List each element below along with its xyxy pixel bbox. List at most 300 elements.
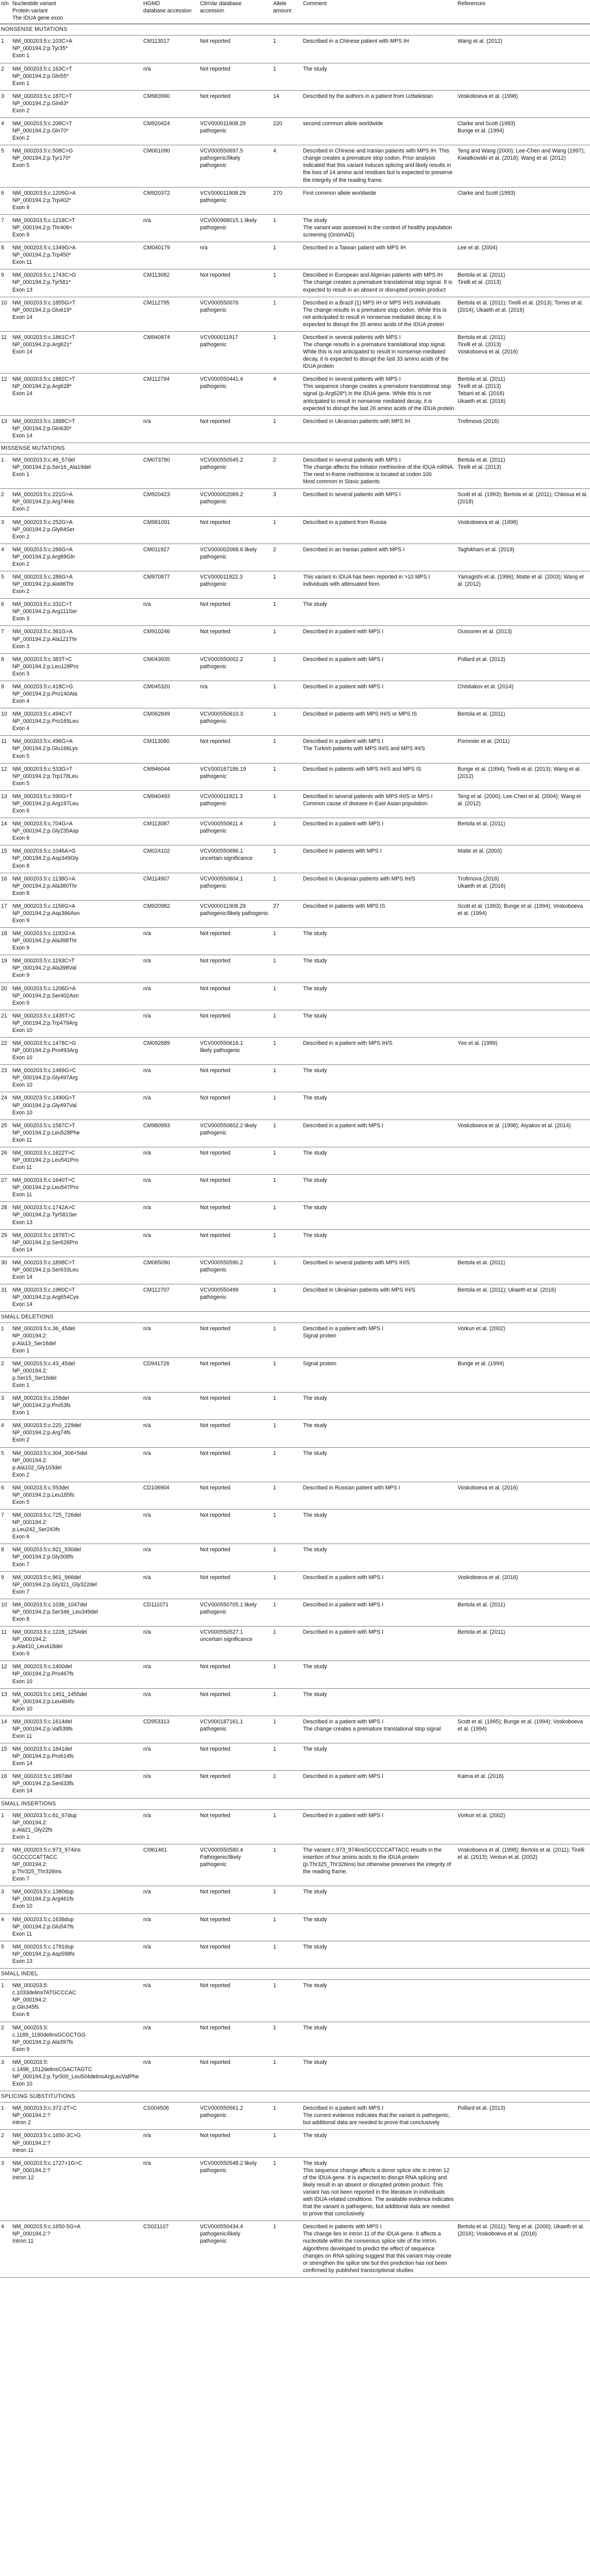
allele-amount: 1: [272, 1716, 302, 1743]
table-row: [0, 1120, 590, 1147]
comment: [302, 516, 457, 544]
section-title-text: SMALL INDEL: [1, 1971, 38, 1977]
references: [457, 1175, 590, 1202]
references-line: Ukaeth et al. (2016): [458, 883, 506, 889]
references: [457, 544, 590, 571]
comment: [302, 1980, 457, 2022]
clinvar-accession-line: pathogenic/likely: [200, 2231, 241, 2238]
section-title: [0, 24, 590, 36]
nucleotide-variant: [11, 415, 142, 443]
nucleotide-variant-line: NM_000203.5:c.163C>T: [12, 65, 72, 72]
row-number: 14: [0, 1716, 11, 1743]
references-line: Yoo et al. (1999): [458, 1040, 498, 1046]
row-number: 4: [0, 2221, 11, 2278]
hgmd-accession: CM062849: [142, 708, 199, 736]
row-number: 26: [0, 1147, 11, 1174]
row-number: 31: [0, 1284, 11, 1312]
nucleotide-variant-line: NM_000203.5:c.1861C>T: [12, 334, 75, 341]
nucleotide-variant: [11, 1716, 142, 1743]
nucleotide-variant-line: Exon 14: [12, 1760, 32, 1767]
nucleotide-variant-line: p.Gln345fs: [12, 2004, 39, 2011]
comment: [302, 544, 457, 571]
clinvar-accession-line: VCV000187161.1: [200, 1718, 243, 1725]
table-row: [0, 1010, 590, 1037]
nucleotide-variant-line: NP_000194.2:p.Gln630*: [12, 425, 72, 432]
clinvar-accession-line: pathogenic: [200, 553, 227, 560]
comment: [302, 1599, 457, 1626]
table-body: [0, 24, 590, 2278]
references-line: Bertola et al. (2011): [458, 1259, 505, 1266]
references-line: Scott et al. (1993); Bunge et al. (1994); Voskoboeva et al. (1994): [458, 903, 583, 917]
references-line: Trofimova (2016): [458, 875, 499, 882]
row-number: 10: [0, 708, 11, 736]
clinvar-accession: [199, 845, 272, 873]
comment-line: Described in European and Algerian patients with MPS IH: [303, 272, 443, 279]
header-hgmd: HGMD database accession: [142, 0, 199, 24]
nucleotide-variant-line: Exon 8: [12, 862, 29, 869]
nucleotide-variant-line: Exon 1: [12, 471, 29, 478]
references: [457, 1420, 590, 1447]
nucleotide-variant-line: Exon 6: [12, 835, 29, 842]
nucleotide-variant-line: Exon 14: [12, 432, 32, 439]
allele-amount: 1: [272, 2103, 302, 2130]
nucleotide-variant-line: NP_000194.2:p.Asp386Asn: [12, 910, 80, 917]
references: [457, 818, 590, 845]
references-line: Voskoboeva et al. (1998); Atyakov et al. (2014): [458, 1122, 571, 1129]
nucleotide-variant-line: NP_000194.2:p.Leu541Pro: [12, 1157, 79, 1163]
row-number: 7: [0, 214, 11, 242]
clinvar-accession: [199, 1229, 272, 1257]
section-header-row: [0, 1969, 590, 1980]
table-row: [0, 1147, 590, 1174]
nucleotide-variant-line: Exon 1: [12, 53, 29, 59]
allele-amount: 1: [272, 1743, 302, 1771]
comment-line: Described in a patient with MPS I: [303, 656, 384, 663]
references: [457, 1771, 590, 1798]
nucleotide-variant: [11, 90, 142, 117]
clinvar-accession: [199, 1661, 272, 1688]
nucleotide-variant-line: NM_000203.5:c.187C>T: [12, 93, 72, 99]
nucleotide-variant-line: NP_000194.2:p.Ser633Leu: [12, 1266, 79, 1273]
hgmd-accession: CD953313: [142, 1716, 199, 1743]
references: [457, 1229, 590, 1257]
table-row: [0, 1980, 590, 2022]
nucleotide-variant-line: NP_000194.2:p.Ala398Val: [12, 965, 77, 972]
references: [457, 297, 590, 331]
clinvar-accession-line: pathogenic: [200, 1725, 227, 1732]
comment-line: Described by the authors in a patient from Uzbekistan: [303, 93, 433, 99]
nucleotide-variant-line: NP_000194.2:p.Trp178Leu: [12, 773, 78, 779]
comment-line: This sequence change affects a donor splice site in intron 12 of the IDUA gene. It is expected to disrupt RNA splicing and likely result in an absent or disrupted protein product. This variant has not been reported in the literature in individuals with IDUA-related conditions. The available evidence indicates that the variant is pathogenic, but additional data are needed to prove that conclusively: [303, 2167, 454, 2217]
nucleotide-variant-line: Exon 1: [12, 1410, 29, 1416]
hgmd-accession: n/a: [142, 415, 199, 443]
nucleotide-variant-line: Exon 5: [12, 753, 29, 759]
section-title: [0, 443, 590, 454]
nucleotide-variant-line: Exon 9: [12, 999, 29, 1006]
hgmd-accession: n/a: [142, 2056, 199, 2091]
comment: [302, 1688, 457, 1716]
nucleotide-variant-line: NP_000194.2:p.Asp349Gly: [12, 855, 79, 862]
row-number: 20: [0, 982, 11, 1010]
nucleotide-variant-line: NM_000203.5:c.973_974ins: [12, 1846, 81, 1853]
comment-line: The study: [303, 2059, 327, 2065]
comment-line: While this is not anticipated to result in nonsense-mediated decay, it is expected to disrupt the last 33 amino acids of the IDUA protein: [303, 349, 449, 370]
comment: [302, 1571, 457, 1599]
nucleotide-variant-line: NM_000203.5:c.43_45del: [12, 1360, 75, 1367]
row-number: 27: [0, 1175, 11, 1202]
clinvar-accession: [199, 331, 272, 373]
nucleotide-variant: [11, 145, 142, 187]
nucleotide-variant-line: NP_000194.2:p.Arg111Ser: [12, 608, 77, 615]
clinvar-accession-line: pathogenic: [200, 499, 227, 505]
clinvar-accession: [199, 1323, 272, 1358]
nucleotide-variant-line: NP_000194.2:p.Pro165Leu: [12, 718, 79, 725]
nucleotide-variant-line: NM_000203.5:c.1138G>A: [12, 875, 76, 882]
clinvar-accession-line: pathogenic: [200, 197, 227, 204]
clinvar-accession: [199, 1980, 272, 2022]
comment: [302, 626, 457, 653]
row-number: 16: [0, 1771, 11, 1798]
clinvar-accession-line: pathogenic: [200, 383, 227, 390]
nucleotide-variant-line: NP_000194.2:p.Leu528Phe: [12, 1129, 80, 1136]
comment: [302, 681, 457, 708]
table-row: [0, 1599, 590, 1626]
comment-line: The change results in a premature stop codon. While this is not anticipated to result in nonsense mediated decay, it is expected to disrupt the 35 amino acids of the IDUA protein: [303, 307, 447, 328]
references-line: Bertola et al. (2011): [458, 456, 505, 463]
table-row: [0, 955, 590, 982]
nucleotide-variant-line: NP_000194.2:p.Leu128Pro: [12, 663, 79, 670]
nucleotide-variant-line: NM_000203.5:c.1156G>A: [12, 903, 76, 909]
references-line: Bertola et al. (2011): [458, 376, 505, 383]
nucleotide-variant-line: NM_000203.5:c.1743C>G: [12, 272, 76, 279]
allele-amount: 1: [272, 2157, 302, 2221]
clinvar-accession-line: Not reported: [200, 1450, 230, 1456]
row-number: 9: [0, 269, 11, 297]
clinvar-accession-line: pathogenic: [200, 464, 227, 471]
nucleotide-variant-line: NM_000203.5:c.1206G>A: [12, 985, 76, 992]
clinvar-accession-line: Not reported: [200, 418, 230, 425]
references: [457, 653, 590, 681]
nucleotide-variant: [11, 2130, 142, 2157]
comment: [302, 653, 457, 681]
comment: [302, 297, 457, 331]
nucleotide-variant-line: c.1498_1512delinsCGACTAGTC: [12, 2066, 92, 2073]
section-header-row: [0, 24, 590, 36]
clinvar-accession-line: VCV000550611.4: [200, 821, 243, 827]
hgmd-accession: n/a: [142, 1571, 199, 1599]
nucleotide-variant-line: NP_000194.2:p.Trp402*: [12, 197, 71, 204]
hgmd-accession: n/a: [142, 1913, 199, 1941]
allele-amount: 1: [272, 681, 302, 708]
allele-amount: 1: [272, 63, 302, 90]
clinvar-accession-line: Not reported: [200, 1067, 230, 1074]
references-line: Yamagishi et al. (1996); Matte et al. (2003); Wang et al. (2012): [458, 574, 584, 588]
references: [457, 374, 590, 415]
nucleotide-variant-line: NM_000203.5:: [12, 2024, 48, 2031]
row-number: 1: [0, 2103, 11, 2130]
row-number: 12: [0, 374, 11, 415]
hgmd-accession: CM040179: [142, 242, 199, 269]
row-number: 9: [0, 1571, 11, 1599]
nucleotide-variant: [11, 2103, 142, 2130]
hgmd-accession: CM980993: [142, 1120, 199, 1147]
table-row: [0, 1544, 590, 1571]
nucleotide-variant-line: Exon 13: [12, 286, 32, 293]
references-line: Matte et al. (2003): [458, 848, 502, 855]
nucleotide-variant-line: NM_000203.5:c.1489G>C: [12, 1067, 76, 1074]
comment-line: Described in a patient with MPS I: [303, 1574, 384, 1581]
nucleotide-variant-line: NM_000203.5:c.961_966del: [12, 1574, 81, 1581]
nucleotide-variant-line: NM_000203.5:c.208C>T: [12, 121, 72, 127]
nucleotide-variant-line: Exon 10: [12, 2081, 32, 2088]
row-number: 11: [0, 1626, 11, 1661]
hgmd-accession: n/a: [142, 1886, 199, 1913]
row-number: 25: [0, 1120, 11, 1147]
references: [457, 242, 590, 269]
clinvar-accession: [199, 736, 272, 763]
references: [457, 763, 590, 790]
comment: [302, 489, 457, 516]
clinvar-accession: [199, 63, 272, 90]
references: [457, 1716, 590, 1743]
comment-line: The study: [303, 1512, 327, 1519]
nucleotide-variant-line: NM_000203.5:c.266G>A: [12, 546, 73, 553]
nucleotide-variant: [11, 36, 142, 63]
allele-amount: 1: [272, 1626, 302, 1661]
nucleotide-variant-line: NM_000203.5:c.704G>A: [12, 821, 73, 827]
hgmd-accession: CM073780: [142, 454, 199, 488]
nucleotide-variant: [11, 1147, 142, 1174]
references-line: Bunge et al. (1994): [458, 1360, 504, 1367]
clinvar-accession-line: VCV000167186.19: [200, 766, 246, 772]
references: [457, 571, 590, 599]
references-line: Bunge et al. (1994); Tirelli et al. (2013); Wang et al. (2012): [458, 766, 581, 779]
references-line: Bertola et al. (2011): [458, 821, 505, 827]
clinvar-accession-line: VCV000550561.2: [200, 2105, 243, 2112]
table-row: [0, 873, 590, 900]
nucleotide-variant-line: NP_000194.2:p.Leu547Pro: [12, 1184, 79, 1191]
nucleotide-variant-line: NM_000203.5:c.590G>T: [12, 793, 73, 800]
comment: [302, 1202, 457, 1229]
references-line: Tirelli et al. (2013): [458, 279, 501, 286]
nucleotide-variant: [11, 2056, 142, 2091]
comment: [302, 2157, 457, 2221]
clinvar-accession-line: Not reported: [200, 1012, 230, 1019]
nucleotide-variant: [11, 1661, 142, 1688]
clinvar-accession: [199, 269, 272, 297]
clinvar-accession-line: Not reported: [200, 519, 230, 526]
comment-line: The study: [303, 1232, 327, 1239]
nucleotide-variant: [11, 1844, 142, 1886]
nucleotide-variant: [11, 1065, 142, 1092]
comment-line: Described in patients with MPS IH/S or MPS IS: [303, 711, 417, 718]
nucleotide-variant-line: NM_000203.5:c.1640T>C: [12, 1177, 75, 1184]
comment-line: The study: [303, 1664, 327, 1670]
nucleotide-variant-line: Exon 2: [12, 1471, 29, 1478]
clinvar-accession-line: pathogenic/likely pathogenic: [200, 910, 269, 917]
nucleotide-variant: [11, 1358, 142, 1392]
comment: [302, 928, 457, 955]
clinvar-accession: [199, 1510, 272, 1544]
row-number: 16: [0, 873, 11, 900]
comment-line: The study: [303, 1422, 327, 1429]
clinvar-accession-line: Not reported: [200, 38, 230, 45]
allele-amount: 1: [272, 2221, 302, 2278]
nucleotide-variant-line: Exon 6: [12, 1534, 29, 1540]
table-row: [0, 2103, 590, 2130]
hgmd-accession: n/a: [142, 1661, 199, 1688]
row-number: 6: [0, 187, 11, 214]
comment: [302, 1661, 457, 1688]
clinvar-accession-line: VCV000550548.2 likely: [200, 2160, 257, 2166]
comment: [302, 1257, 457, 1284]
nucleotide-variant-line: Intron 12: [12, 2174, 34, 2181]
nucleotide-variant-line: NM_000203.5:c.1898C>T: [12, 1259, 75, 1266]
header-clinvar: ClinVar database accession: [199, 0, 272, 24]
hgmd-accession: CM920424: [142, 118, 199, 145]
clinvar-accession-line: pathogenic: [200, 718, 227, 725]
comment: [302, 571, 457, 599]
clinvar-accession-line: pathogenic: [200, 2238, 227, 2245]
row-number: 9: [0, 681, 11, 708]
nucleotide-variant-line: Exon 14: [12, 1246, 32, 1253]
references: [457, 1626, 590, 1661]
references-line: Vorkun et al. (2002): [458, 1812, 505, 1819]
nucleotide-variant-line: NP_000194.2:p.Thr406=: [12, 224, 73, 231]
comment-line: The study: [303, 930, 327, 937]
nucleotide-variant: [11, 599, 142, 626]
nucleotide-variant-line: Intron 2: [12, 2120, 31, 2126]
clinvar-accession: [199, 1120, 272, 1147]
nucleotide-variant-line: NM_000203.5:c.1036_1047del: [12, 1601, 87, 1608]
nucleotide-variant: [11, 955, 142, 982]
nucleotide-variant-line: Exon 10: [12, 1705, 32, 1712]
nucleotide-variant-line: NM_000203.5:c.286G>A: [12, 574, 73, 580]
nucleotide-variant-line: NP_000194.2:p.Gly84Ser: [12, 526, 75, 533]
hgmd-accession: CM061090: [142, 145, 199, 187]
nucleotide-variant-line: p.Leu242_Ser243fs: [12, 1527, 60, 1533]
section-header-row: [0, 443, 590, 454]
clinvar-accession-line: VCV000550527.1: [200, 1629, 243, 1636]
hgmd-accession: CM113087: [142, 818, 199, 845]
clinvar-accession-line: Not reported: [200, 1512, 230, 1519]
comment-line: The variant was assessed in the context of healthy population screening (GnomAD): [303, 224, 452, 239]
nucleotide-variant: [11, 1510, 142, 1544]
clinvar-accession-line: n/a: [200, 683, 208, 690]
clinvar-accession-line: Not reported: [200, 1395, 230, 1402]
hgmd-accession: n/a: [142, 1980, 199, 2022]
nucleotide-variant-line: Exon 8: [12, 890, 29, 896]
nucleotide-variant-line: Intron 11: [12, 2238, 34, 2245]
nucleotide-variant-line: NP_000194.2:p.Ala380Thr: [12, 883, 77, 889]
section-title: [0, 2091, 590, 2103]
table-row: [0, 818, 590, 845]
nucleotide-variant: [11, 928, 142, 955]
hgmd-accession: CM981091: [142, 516, 199, 544]
references: [457, 681, 590, 708]
clinvar-accession-line: Not reported: [200, 1746, 230, 1753]
references: [457, 1447, 590, 1482]
row-number: 8: [0, 242, 11, 269]
row-number: 3: [0, 2157, 11, 2221]
nucleotide-variant-line: NP_000194.2:: [12, 1367, 47, 1374]
allele-amount: 1: [272, 1065, 302, 1092]
nucleotide-variant-line: Exon 10: [12, 1903, 32, 1910]
row-number: 1: [0, 454, 11, 488]
references-line: Bertola et al. (2011): [458, 711, 505, 718]
nucleotide-variant-line: p.Ala102_Gly103del: [12, 1464, 62, 1471]
nucleotide-variant-line: Exon 5: [12, 780, 29, 787]
allele-amount: 1: [272, 708, 302, 736]
nucleotide-variant-line: p.Ala21_Gly22fs: [12, 1826, 53, 1833]
nucleotide-variant: [11, 63, 142, 90]
table-row: [0, 1420, 590, 1447]
comment: [302, 90, 457, 117]
table-row: [0, 269, 590, 297]
clinvar-accession-line: VCV000002068.6 likely: [200, 546, 257, 553]
table-row: [0, 1037, 590, 1064]
references: [457, 1482, 590, 1509]
comment-line: Described in an Iranian patient with MPS I: [303, 546, 405, 553]
nucleotide-variant-line: NP_000194.2:: [12, 1861, 47, 1868]
clinvar-accession: [199, 118, 272, 145]
nucleotide-variant: [11, 708, 142, 736]
nucleotide-variant-line: NM_000203.5:c.1742A>C: [12, 1205, 76, 1211]
nucleotide-variant-line: Exon 11: [12, 1192, 32, 1198]
nucleotide-variant-line: Intron 11: [12, 2147, 34, 2154]
hgmd-accession: CM920423: [142, 489, 199, 516]
references-line: Voskoboeva et al. (1998): [458, 519, 518, 526]
nucleotide-variant-line: Exon 2: [12, 561, 29, 567]
clinvar-accession-line: Not reported: [200, 1547, 230, 1553]
references: [457, 1599, 590, 1626]
clinvar-accession-line: VCV000550441.4: [200, 376, 243, 383]
clinvar-accession-line: Not reported: [200, 1422, 230, 1429]
comment: [302, 118, 457, 145]
clinvar-accession-line: VCV000550434.4: [200, 2224, 243, 2230]
comment-line: The study: [303, 2132, 327, 2139]
references: [457, 118, 590, 145]
row-number: 15: [0, 845, 11, 873]
references: [457, 790, 590, 818]
table-row: [0, 599, 590, 626]
comment: [302, 1065, 457, 1092]
references: [457, 1980, 590, 2022]
row-number: 3: [0, 516, 11, 544]
references: [457, 928, 590, 955]
hgmd-accession: CM940874: [142, 331, 199, 373]
comment-line: Described in a patient with MPS I: [303, 1718, 384, 1725]
allele-amount: 1: [272, 790, 302, 818]
nucleotide-variant-line: NM_000203.5:c.1650-5G>A: [12, 2224, 81, 2230]
nucleotide-variant-line: NP_000194.2:p.Pro614fs: [12, 1753, 74, 1760]
allele-amount: 14: [272, 90, 302, 117]
references: [457, 1809, 590, 1844]
table-row: [0, 1284, 590, 1312]
allele-amount: 1: [272, 1510, 302, 1544]
clinvar-accession: [199, 2130, 272, 2157]
comment-line: Described in a patient with MPS I: [303, 683, 384, 690]
nucleotide-variant-line: p.Ala13_Ser16del: [12, 1340, 56, 1347]
nucleotide-variant-line: NM_000203.5:c.1380dup: [12, 1889, 74, 1895]
references: [457, 599, 590, 626]
section-header-row: [0, 1312, 590, 1323]
table-row: [0, 1393, 590, 1420]
clinvar-accession-line: Not reported: [200, 1484, 230, 1491]
clinvar-accession: [199, 626, 272, 653]
references: [457, 187, 590, 214]
nucleotide-variant-line: NP_000194.2:p.Pro140Ala: [12, 691, 78, 698]
